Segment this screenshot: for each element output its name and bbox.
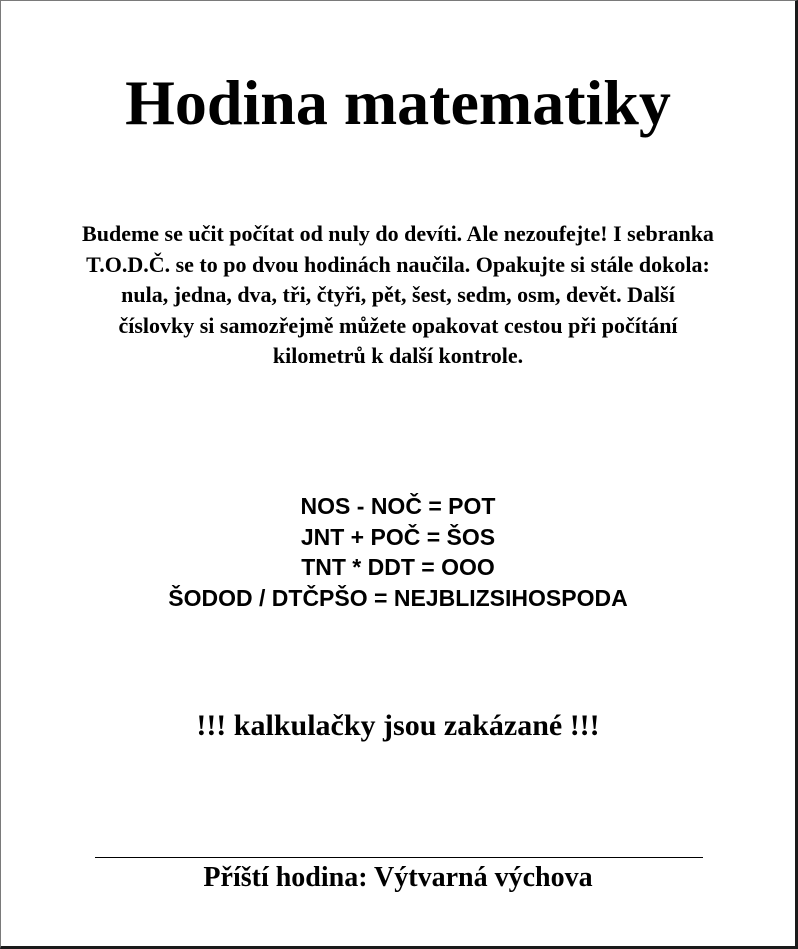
- next-lesson-footer: Příští hodina: Výtvarná výchova: [203, 862, 593, 893]
- page-title: Hodina matematiky: [125, 67, 671, 138]
- footer-divider: [95, 857, 703, 858]
- equation-line: JNT + POČ = ŠOS: [300, 523, 496, 550]
- calculator-warning: !!! kalkulačky jsou zakázané !!!: [196, 709, 600, 742]
- equations-list: [1, 491, 795, 613]
- intro-paragraph: Budeme se učit počítat od nuly do devíti. Ale nezoufejte! I sebranka T.O.D.Č. se to po dvou hodinách naučila. Opakujte si stále dokola: nula, jedna, dva, tři, čtyři, pět, šest, sedm, osm, devět. Další číslovky si samozřejmě můžete opakovat cestou při počítání kilometrů k další kontrole.: [82, 221, 714, 368]
- equation-line: ŠODOD / DTČPŠO = NEJBLIZSIHOSPODA: [168, 584, 628, 611]
- equation-line: NOS - NOČ = POT: [300, 493, 496, 519]
- equation-line: TNT * DDT = OOO: [301, 554, 495, 580]
